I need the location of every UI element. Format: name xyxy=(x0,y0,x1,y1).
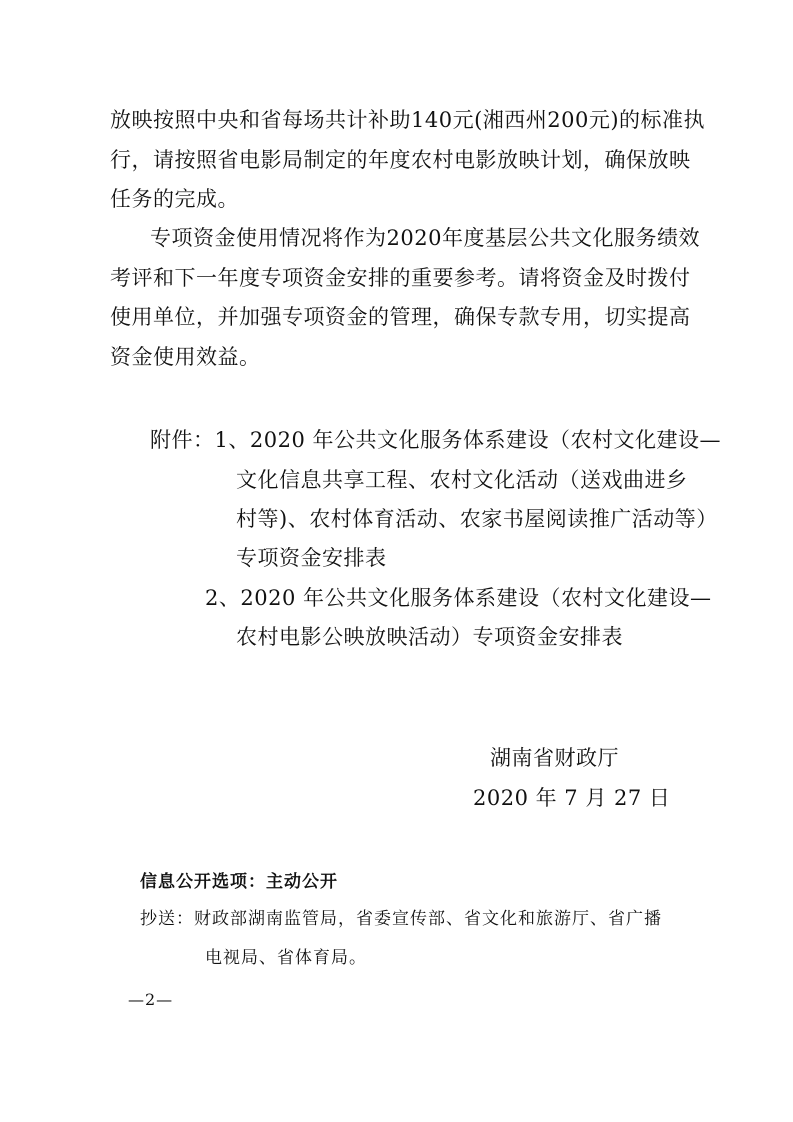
cc-line-1: 抄送：财政部湖南监管局，省委宣传部、省文化和旅游厅、省广播 xyxy=(140,909,662,929)
body-line-3: 任务的完成。 xyxy=(110,187,239,211)
attachment-1-line-3: 村等)、农村体育活动、农家书屋阅读推广活动等） xyxy=(236,507,718,531)
body-line-7: 资金使用效益。 xyxy=(110,345,261,369)
body-line-6: 使用单位，并加强专项资金的管理，确保专款专用，切实提高 xyxy=(110,305,691,329)
attachment-2-line-2: 农村电影公映放映活动）专项资金安排表 xyxy=(236,625,623,649)
body-line-4: 专项资金使用情况将作为2020年度基层公共文化服务绩效 xyxy=(150,226,700,250)
body-line-5: 考评和下一年度专项资金安排的重要参考。请将资金及时拨付 xyxy=(110,266,691,290)
signature-date: 2020 年 7 月 27 日 xyxy=(473,786,671,810)
attachment-1-line-4: 专项资金安排表 xyxy=(236,546,387,570)
page-number: —2— xyxy=(128,990,174,1009)
disclosure-option: 信息公开选项：主动公开 xyxy=(140,872,338,892)
attachment-1-line-1: 附件：1、2020 年公共文化服务体系建设（农村文化建设— xyxy=(150,428,721,452)
body-line-1: 放映按照中央和省每场共计补助140元(湘西州200元)的标准执 xyxy=(110,108,706,132)
body-line-2: 行，请按照省电影局制定的年度农村电影放映计划，确保放映 xyxy=(110,148,691,172)
attachment-2-line-1: 2、2020 年公共文化服务体系建设（农村文化建设— xyxy=(205,586,712,610)
signature-org: 湖南省财政厅 xyxy=(490,746,619,770)
cc-line-2: 电视局、省体育局。 xyxy=(205,948,367,968)
attachment-1-line-2: 文化信息共享工程、农村文化活动（送戏曲进乡 xyxy=(236,468,688,492)
